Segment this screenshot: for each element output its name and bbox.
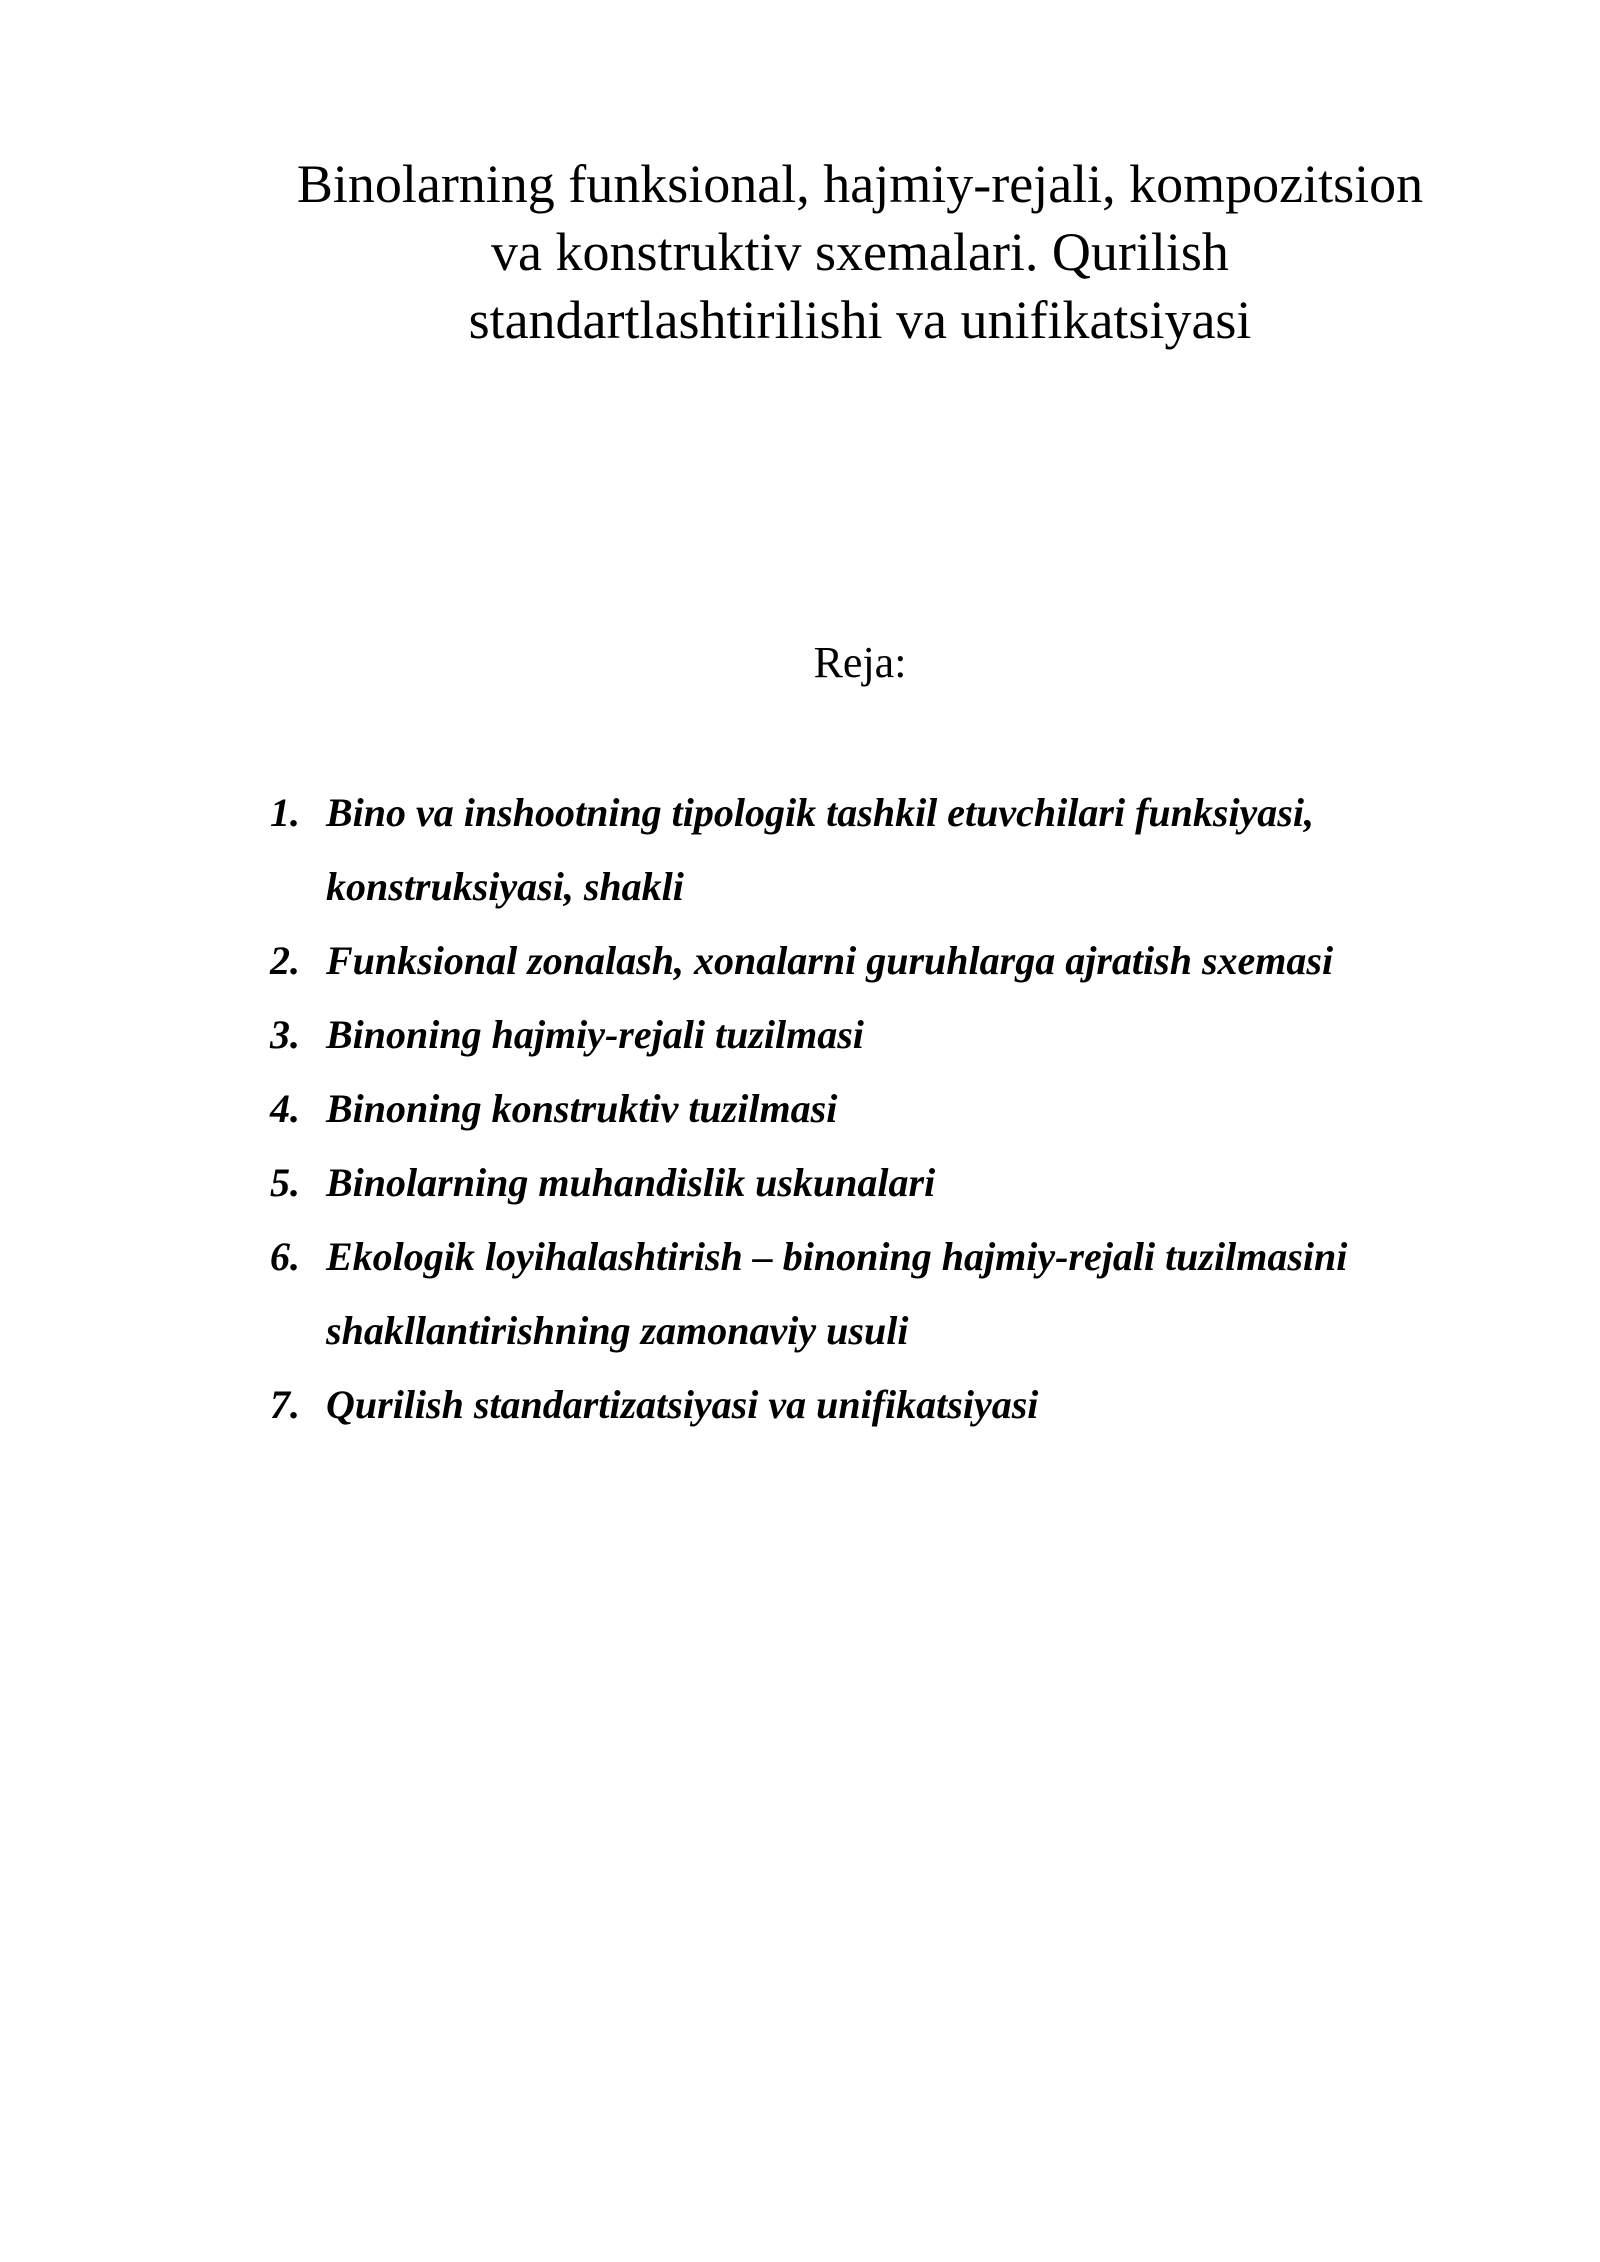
plan-item-text (326, 1146, 1470, 1220)
plan-heading: Reja: (813, 638, 907, 687)
plan-item-line: Ekologik loyihalashtirish – binoning hajmiy-rejali tuzilmasini (326, 1234, 1348, 1279)
plan-list (270, 776, 1470, 1442)
title-line: Binolarning funksional, hajmiy-rejali, kompozitsion (296, 154, 1424, 214)
plan-item-text (326, 998, 1470, 1072)
plan-item-line: Funksional zonalash, xonalarni guruhlarga ajratish sxemasi (326, 938, 1334, 983)
plan-item-number: 1. (270, 790, 300, 835)
document-title (160, 150, 1560, 354)
plan-item-line: konstruksiyasi, shakli (326, 864, 684, 909)
plan-item (270, 1220, 1470, 1368)
plan-item-text (326, 1072, 1470, 1146)
plan-item-line: Binolarning muhandislik uskunalari (326, 1160, 936, 1205)
plan-item-number: 4. (270, 1086, 300, 1131)
plan-item-text (326, 776, 1470, 924)
plan-item-line: Qurilish standartizatsiyasi va unifikatsiyasi (326, 1382, 1039, 1427)
plan-item (270, 924, 1470, 998)
plan-item-text (326, 924, 1470, 998)
plan-item-text (326, 1220, 1470, 1368)
plan-item-number: 7. (270, 1382, 300, 1427)
plan-item (270, 776, 1470, 924)
plan-item (270, 1072, 1470, 1146)
plan-item-number: 5. (270, 1160, 300, 1205)
plan-item-line: Binoning hajmiy-rejali tuzilmasi (326, 1012, 864, 1057)
plan-item-number: 6. (270, 1234, 300, 1279)
title-line: standartlashtirilishi va unifikatsiyasi (468, 290, 1252, 350)
plan-item (270, 998, 1470, 1072)
plan-item-text (326, 1368, 1470, 1442)
title-line: va konstruktiv sxemalari. Qurilish (491, 222, 1229, 282)
plan-item (270, 1368, 1470, 1442)
plan-item-number: 3. (270, 1012, 300, 1057)
plan-item (270, 1146, 1470, 1220)
plan-item-line: Binoning konstruktiv tuzilmasi (326, 1086, 838, 1131)
plan-item-line: shakllantirishning zamonaviy usuli (326, 1308, 909, 1353)
plan-item-line: Bino va inshootning tipologik tashkil etuvchilari funksiyasi, (326, 790, 1314, 835)
plan-item-number: 2. (270, 938, 300, 983)
